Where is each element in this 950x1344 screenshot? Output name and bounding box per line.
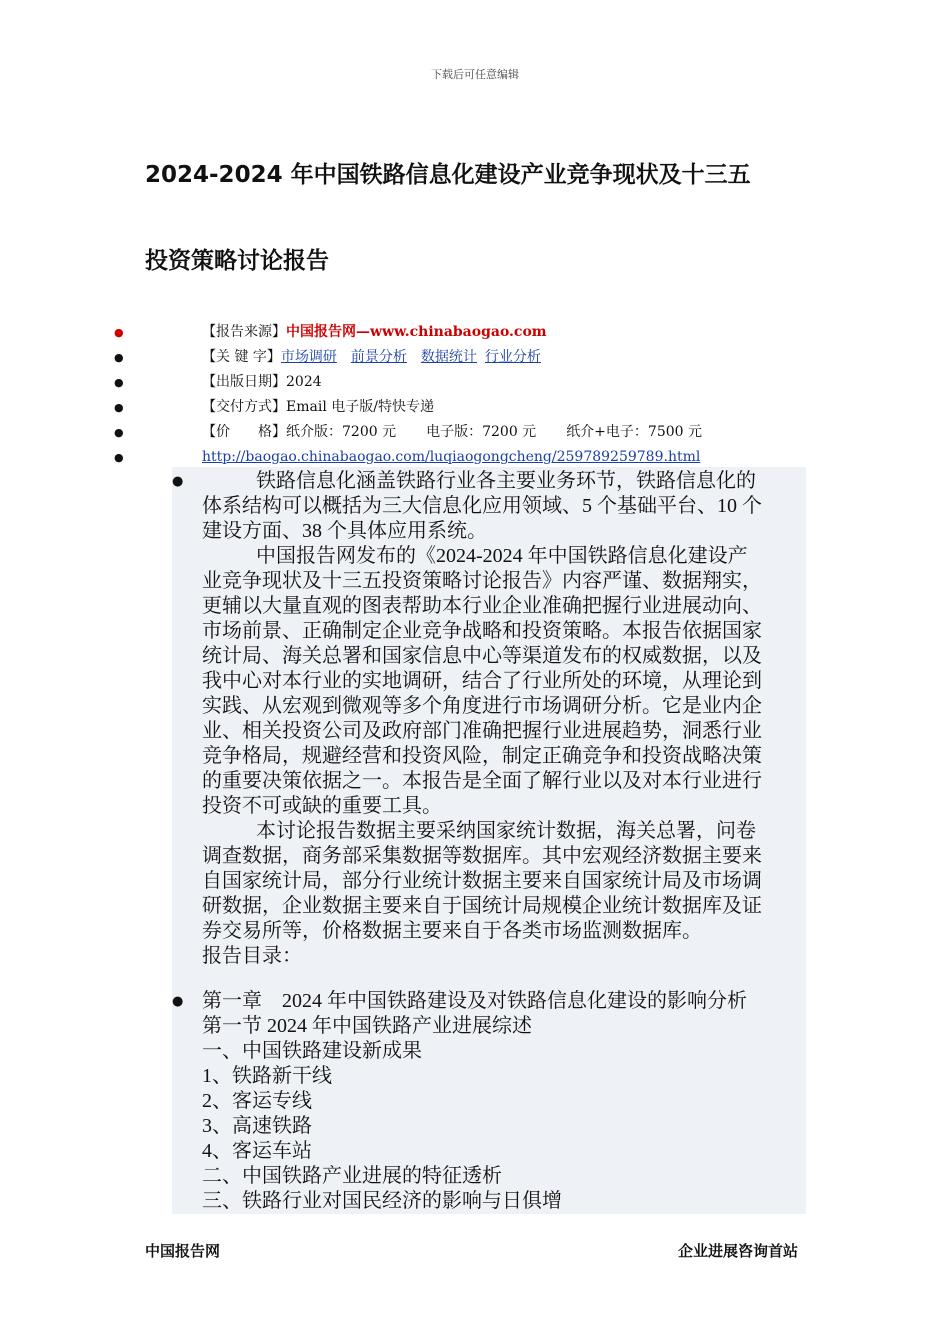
report-title-line-2: 投资策略讨论报告 <box>145 248 329 274</box>
price-electronic: 电子版：7200 元 <box>426 424 537 440</box>
toc-item: 3、高速铁路 <box>202 1115 312 1137</box>
intro-line: 竞争格局，规避经营和投资风险，制定正确竞争和投资战略决策 <box>202 745 762 767</box>
intro-line: 业、相关投资公司及政府部门准确把握行业进展趋势，洞悉行业 <box>202 720 762 742</box>
keyword-link-outlook[interactable]: 前景分析 <box>350 349 407 365</box>
meta-delivery <box>0 397 950 422</box>
meta-price <box>0 422 950 447</box>
report-url-link[interactable]: http://baogao.chinabaogao.com/luqiaogongcheng/259789259789.html <box>202 449 701 465</box>
intro-line: 市场前景、正确制定企业竞争战略和投资策略。本报告依据国家 <box>202 620 762 642</box>
toc-item: 第一章 2024 年中国铁路建设及对铁路信息化建设的影响分析 <box>202 990 747 1012</box>
meta-delivery-label: 【交付方式】 <box>202 399 286 415</box>
keyword-link-market-research[interactable]: 市场调研 <box>280 349 337 365</box>
intro-line: 的重要决策依据之一。本报告是全面了解行业以及对本行业进行 <box>202 770 762 792</box>
intro-line: 本讨论报告数据主要采纳国家统计数据，海关总署，问卷 <box>256 820 756 842</box>
meta-source <box>0 322 950 347</box>
intro-line: 建设方面、38 个具体应用系统。 <box>202 520 487 542</box>
toc-item: 二、中国铁路产业进展的特征透析 <box>202 1165 502 1187</box>
intro-line: 体系结构可以概括为三大信息化应用领域、5 个基础平台、10 个 <box>202 495 762 517</box>
toc-item: 2、客运专线 <box>202 1090 312 1112</box>
toc-item: 4、客运车站 <box>202 1140 312 1162</box>
report-title-line-1: 2024-2024 年中国铁路信息化建设产业竞争现状及十三五 <box>145 162 751 188</box>
intro-line: 更辅以大量直观的图表帮助本行业企业准确把握行业进展动向、 <box>202 595 762 617</box>
intro-line: 统计局、海关总署和国家信息中心等渠道发布的权威数据，以及 <box>202 645 762 667</box>
intro-line: 业竞争现状及十三五投资策略讨论报告》内容严谨、数据翔实， <box>202 570 762 592</box>
table-of-contents <box>202 989 808 1214</box>
bullet-icon: ● <box>114 326 124 339</box>
toc-item: 1、铁路新干线 <box>202 1065 332 1087</box>
intro-text <box>202 469 808 969</box>
meta-keywords <box>0 347 950 372</box>
meta-delivery-value: Email 电子版/特快专递 <box>286 399 434 415</box>
bullet-icon: ● <box>172 994 184 1009</box>
intro-line: 研数据，企业数据主要来自于国统计局规模企业统计数据库及证 <box>202 895 762 917</box>
keyword-link-industry[interactable]: 行业分析 <box>484 349 541 365</box>
price-paper: 纸介版：7200 元 <box>286 424 397 440</box>
report-meta-list <box>0 322 950 472</box>
meta-price-label: 【价 格】 <box>202 424 286 440</box>
footer-slogan: 企业进展咨询首站 <box>677 1242 798 1260</box>
intro-line: 中国报告网发布的《2024-2024 年中国铁路信息化建设产 <box>256 545 748 567</box>
intro-line: 调查数据，商务部采集数据等数据库。其中宏观经济数据主要来 <box>202 845 762 867</box>
toc-item: 一、中国铁路建设新成果 <box>202 1040 422 1062</box>
keyword-link-statistics[interactable]: 数据统计 <box>420 349 477 365</box>
bullet-icon: ● <box>172 474 184 489</box>
intro-line: 实践、从宏观到微观等多个角度进行市场调研分析。它是业内企 <box>202 695 762 717</box>
header-note: 下载后可任意编辑 <box>431 68 519 81</box>
intro-line: 我中心对本行业的实地调研，结合了行业所处的环境，从理论到 <box>202 670 762 692</box>
bullet-icon: ● <box>114 451 124 464</box>
bullet-icon: ● <box>114 426 124 439</box>
toc-item: 第一节 2024 年中国铁路产业进展综述 <box>202 1015 532 1037</box>
bullet-icon: ● <box>114 376 124 389</box>
intro-line: 券交易所等，价格数据主要来自于各类市场监测数据库。 <box>202 920 702 942</box>
intro-line: 自国家统计局，部分行业统计数据主要来自国家统计局及市场调 <box>202 870 762 892</box>
meta-keywords-label: 【关 键 字】 <box>202 349 281 365</box>
bullet-icon: ● <box>114 401 124 414</box>
meta-date-value: 2024 <box>286 374 322 390</box>
intro-line: 投资不可或缺的重要工具。 <box>202 795 442 817</box>
meta-source-label: 【报告来源】 <box>202 324 286 340</box>
toc-item: 三、铁路行业对国民经济的影响与日俱增 <box>202 1190 562 1212</box>
meta-source-value: 中国报告网—www.chinabaogao.com <box>286 324 547 340</box>
meta-date <box>0 372 950 397</box>
meta-date-label: 【出版日期】 <box>202 374 286 390</box>
intro-line: 铁路信息化涵盖铁路行业各主要业务环节，铁路信息化的 <box>256 470 756 492</box>
price-both: 纸介+电子：7500 元 <box>566 424 702 440</box>
footer-brand: 中国报告网 <box>145 1242 221 1260</box>
intro-line: 报告目录： <box>202 945 302 967</box>
bullet-icon: ● <box>114 351 124 364</box>
